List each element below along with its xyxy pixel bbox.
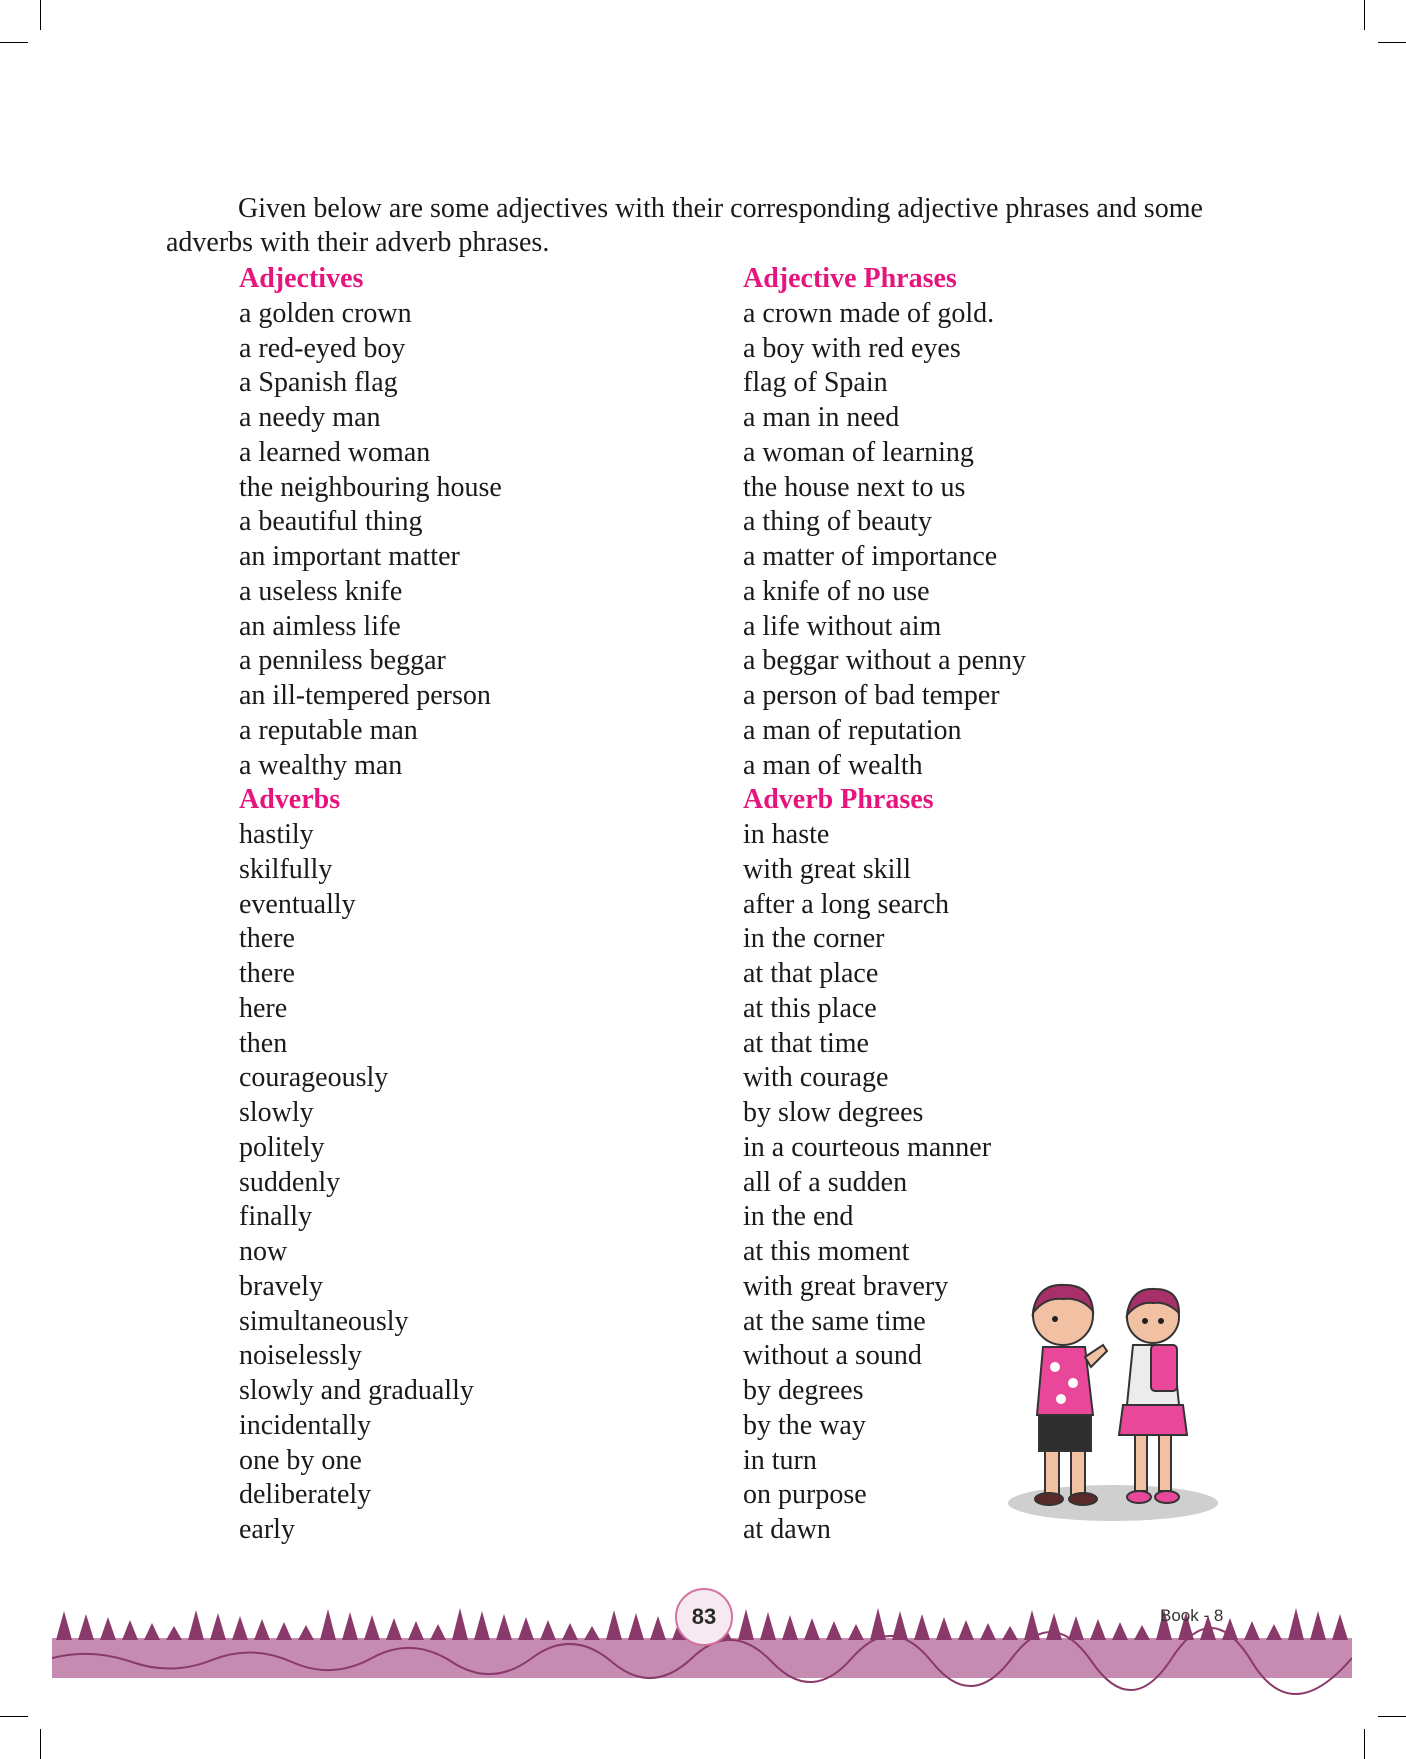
tree-icon (144, 1623, 160, 1640)
tree-icon (782, 1615, 798, 1640)
tree-icon (1112, 1622, 1128, 1640)
list-item: incidentally (239, 1409, 372, 1441)
tree-icon (1068, 1616, 1084, 1640)
list-item: a Spanish flag (239, 367, 398, 399)
crop-mark (40, 0, 41, 30)
tree-icon (78, 1614, 94, 1640)
tree-icon (254, 1619, 270, 1640)
tree-icon (870, 1608, 886, 1640)
list-item: an ill-tempered person (239, 680, 491, 711)
list-item: early (239, 1514, 295, 1545)
crop-mark (1364, 1729, 1365, 1759)
tree-icon (298, 1625, 314, 1640)
list-item: an important matter (239, 541, 460, 572)
list-item: finally (239, 1201, 313, 1233)
section-heading: Adverbs (239, 784, 341, 816)
tree-icon (408, 1621, 424, 1640)
phrases-column (743, 262, 1026, 1548)
list-item: here (239, 992, 288, 1024)
tree-icon (342, 1612, 358, 1640)
list-item: a reputable man (239, 714, 418, 746)
list-item: a penniless beggar (239, 645, 446, 677)
tree-icon (518, 1617, 534, 1640)
list-item: skilfully (239, 853, 333, 885)
section-heading: Adverb Phrases (743, 784, 934, 816)
list-item: bravely (239, 1270, 323, 1302)
list-item: at the same time (743, 1305, 926, 1337)
list-item: by degrees (743, 1375, 864, 1406)
list-item: at this moment (743, 1236, 910, 1267)
list-item: a wealthy man (239, 749, 403, 781)
list-item: in the corner (743, 923, 885, 955)
tree-icon (474, 1611, 490, 1640)
boy-right (1119, 1289, 1187, 1503)
crop-mark (0, 42, 28, 43)
list-item: deliberately (239, 1479, 372, 1511)
tree-icon (210, 1613, 226, 1640)
list-item: politely (239, 1131, 325, 1163)
list-item: with great skill (743, 853, 911, 885)
tree-icon (452, 1608, 468, 1640)
tree-icon (1134, 1625, 1150, 1640)
tree-icon (848, 1624, 864, 1640)
crop-mark (1364, 0, 1365, 30)
list-item: by the way (743, 1409, 866, 1441)
tree-icon (320, 1609, 336, 1640)
tree-icon (1244, 1621, 1260, 1640)
crop-mark (1378, 42, 1406, 43)
list-item: with courage (743, 1062, 889, 1094)
list-item: a matter of importance (743, 541, 998, 572)
list-item: the house next to us (743, 471, 966, 503)
list-item: then (239, 1027, 288, 1059)
list-item: a man of wealth (743, 749, 923, 781)
intro-paragraph (166, 192, 1246, 260)
tree-icon (892, 1611, 908, 1640)
list-item: a beggar without a penny (743, 645, 1027, 677)
list-item: a life without aim (743, 610, 942, 642)
tree-icon (540, 1620, 556, 1640)
tree-icon (188, 1610, 204, 1640)
tree-icon (1222, 1618, 1238, 1640)
list-item: noiselessly (239, 1340, 362, 1372)
list-item: simultaneously (239, 1305, 409, 1337)
list-item: courageously (239, 1062, 389, 1094)
list-item: a man in need (743, 402, 900, 433)
list-item: at that place (743, 958, 879, 989)
list-item: a beautiful thing (239, 506, 423, 538)
tree-icon (1046, 1613, 1062, 1640)
tree-icon (1002, 1626, 1018, 1640)
list-item: flag of Spain (743, 367, 888, 399)
list-item: a useless knife (239, 575, 403, 607)
crop-mark (0, 1716, 28, 1717)
list-item: without a sound (743, 1340, 922, 1372)
list-item: the neighbouring house (239, 471, 502, 503)
list-item: at dawn (743, 1514, 831, 1545)
list-item: in turn (743, 1444, 817, 1476)
tree-icon (958, 1620, 974, 1640)
tree-icon (496, 1614, 512, 1640)
page-number: 83 (675, 1588, 733, 1646)
list-item: at that time (743, 1027, 869, 1059)
tree-icon (276, 1622, 292, 1640)
tree-icon (100, 1617, 116, 1640)
tree-icon (1310, 1611, 1326, 1640)
tree-icon (804, 1618, 820, 1640)
list-item: a thing of beauty (743, 506, 932, 538)
list-item: an aimless life (239, 610, 401, 642)
tree-icon (1090, 1619, 1106, 1640)
list-item: now (239, 1236, 288, 1267)
tree-icon (760, 1612, 776, 1640)
tree-icon (430, 1624, 446, 1640)
tree-icon (122, 1620, 138, 1640)
tree-icon (1288, 1608, 1304, 1640)
tree-icon (826, 1621, 842, 1640)
list-item: a needy man (239, 402, 381, 433)
section-heading: Adjective Phrases (743, 263, 957, 294)
list-item: one by one (239, 1444, 362, 1476)
boy-left (1033, 1285, 1107, 1505)
list-item: by slow degrees (743, 1097, 924, 1128)
list-item: with great bravery (743, 1270, 949, 1302)
tree-icon (738, 1609, 754, 1640)
tree-icon (1332, 1614, 1348, 1640)
two-boys-illustration (1003, 1275, 1223, 1525)
list-item: there (239, 923, 295, 955)
adjectives-adverbs-column (239, 262, 502, 1548)
list-item: at this place (743, 992, 877, 1024)
list-item: suddenly (239, 1166, 341, 1198)
list-item: hastily (239, 819, 314, 850)
list-item: a red-eyed boy (239, 332, 406, 364)
list-item: there (239, 958, 295, 989)
list-item: eventually (239, 888, 356, 920)
tree-icon (650, 1616, 666, 1640)
list-item: in a courteous manner (743, 1131, 992, 1163)
section-heading: Adjectives (239, 263, 364, 294)
list-item: slowly and gradually (239, 1375, 474, 1406)
list-item: a woman of learning (743, 436, 974, 468)
tree-icon (936, 1617, 952, 1640)
tree-icon (386, 1618, 402, 1640)
list-item: a knife of no use (743, 575, 930, 607)
tree-icon (606, 1610, 622, 1640)
tree-icon (1266, 1624, 1282, 1640)
list-item: a man of reputation (743, 714, 962, 746)
tree-icon (364, 1615, 380, 1640)
list-item: slowly (239, 1097, 314, 1128)
tree-icon (1024, 1610, 1040, 1640)
list-item: a golden crown (239, 297, 412, 329)
crop-mark (40, 1729, 41, 1759)
tree-icon (56, 1611, 72, 1640)
list-item: a boy with red eyes (743, 332, 961, 364)
list-item: a crown made of gold. (743, 297, 995, 329)
tree-icon (232, 1616, 248, 1640)
list-item: a person of bad temper (743, 680, 1000, 711)
list-item: in haste (743, 819, 830, 850)
tree-icon (166, 1626, 182, 1640)
tree-icon (628, 1613, 644, 1640)
intro-text: Given below are some adjectives with their corresponding adjective phrases and some adverbs with their adverb phrases. (166, 193, 1203, 258)
tree-icon (562, 1623, 578, 1640)
list-item: all of a sudden (743, 1166, 908, 1198)
list-item: on purpose (743, 1479, 867, 1511)
tree-icon (980, 1623, 996, 1640)
tree-icon (584, 1626, 600, 1640)
list-item: in the end (743, 1201, 854, 1233)
crop-mark (1378, 1716, 1406, 1717)
list-item: a learned woman (239, 436, 431, 468)
book-label: Book - 8 (1160, 1606, 1224, 1625)
list-item: after a long search (743, 888, 949, 920)
tree-icon (914, 1614, 930, 1640)
